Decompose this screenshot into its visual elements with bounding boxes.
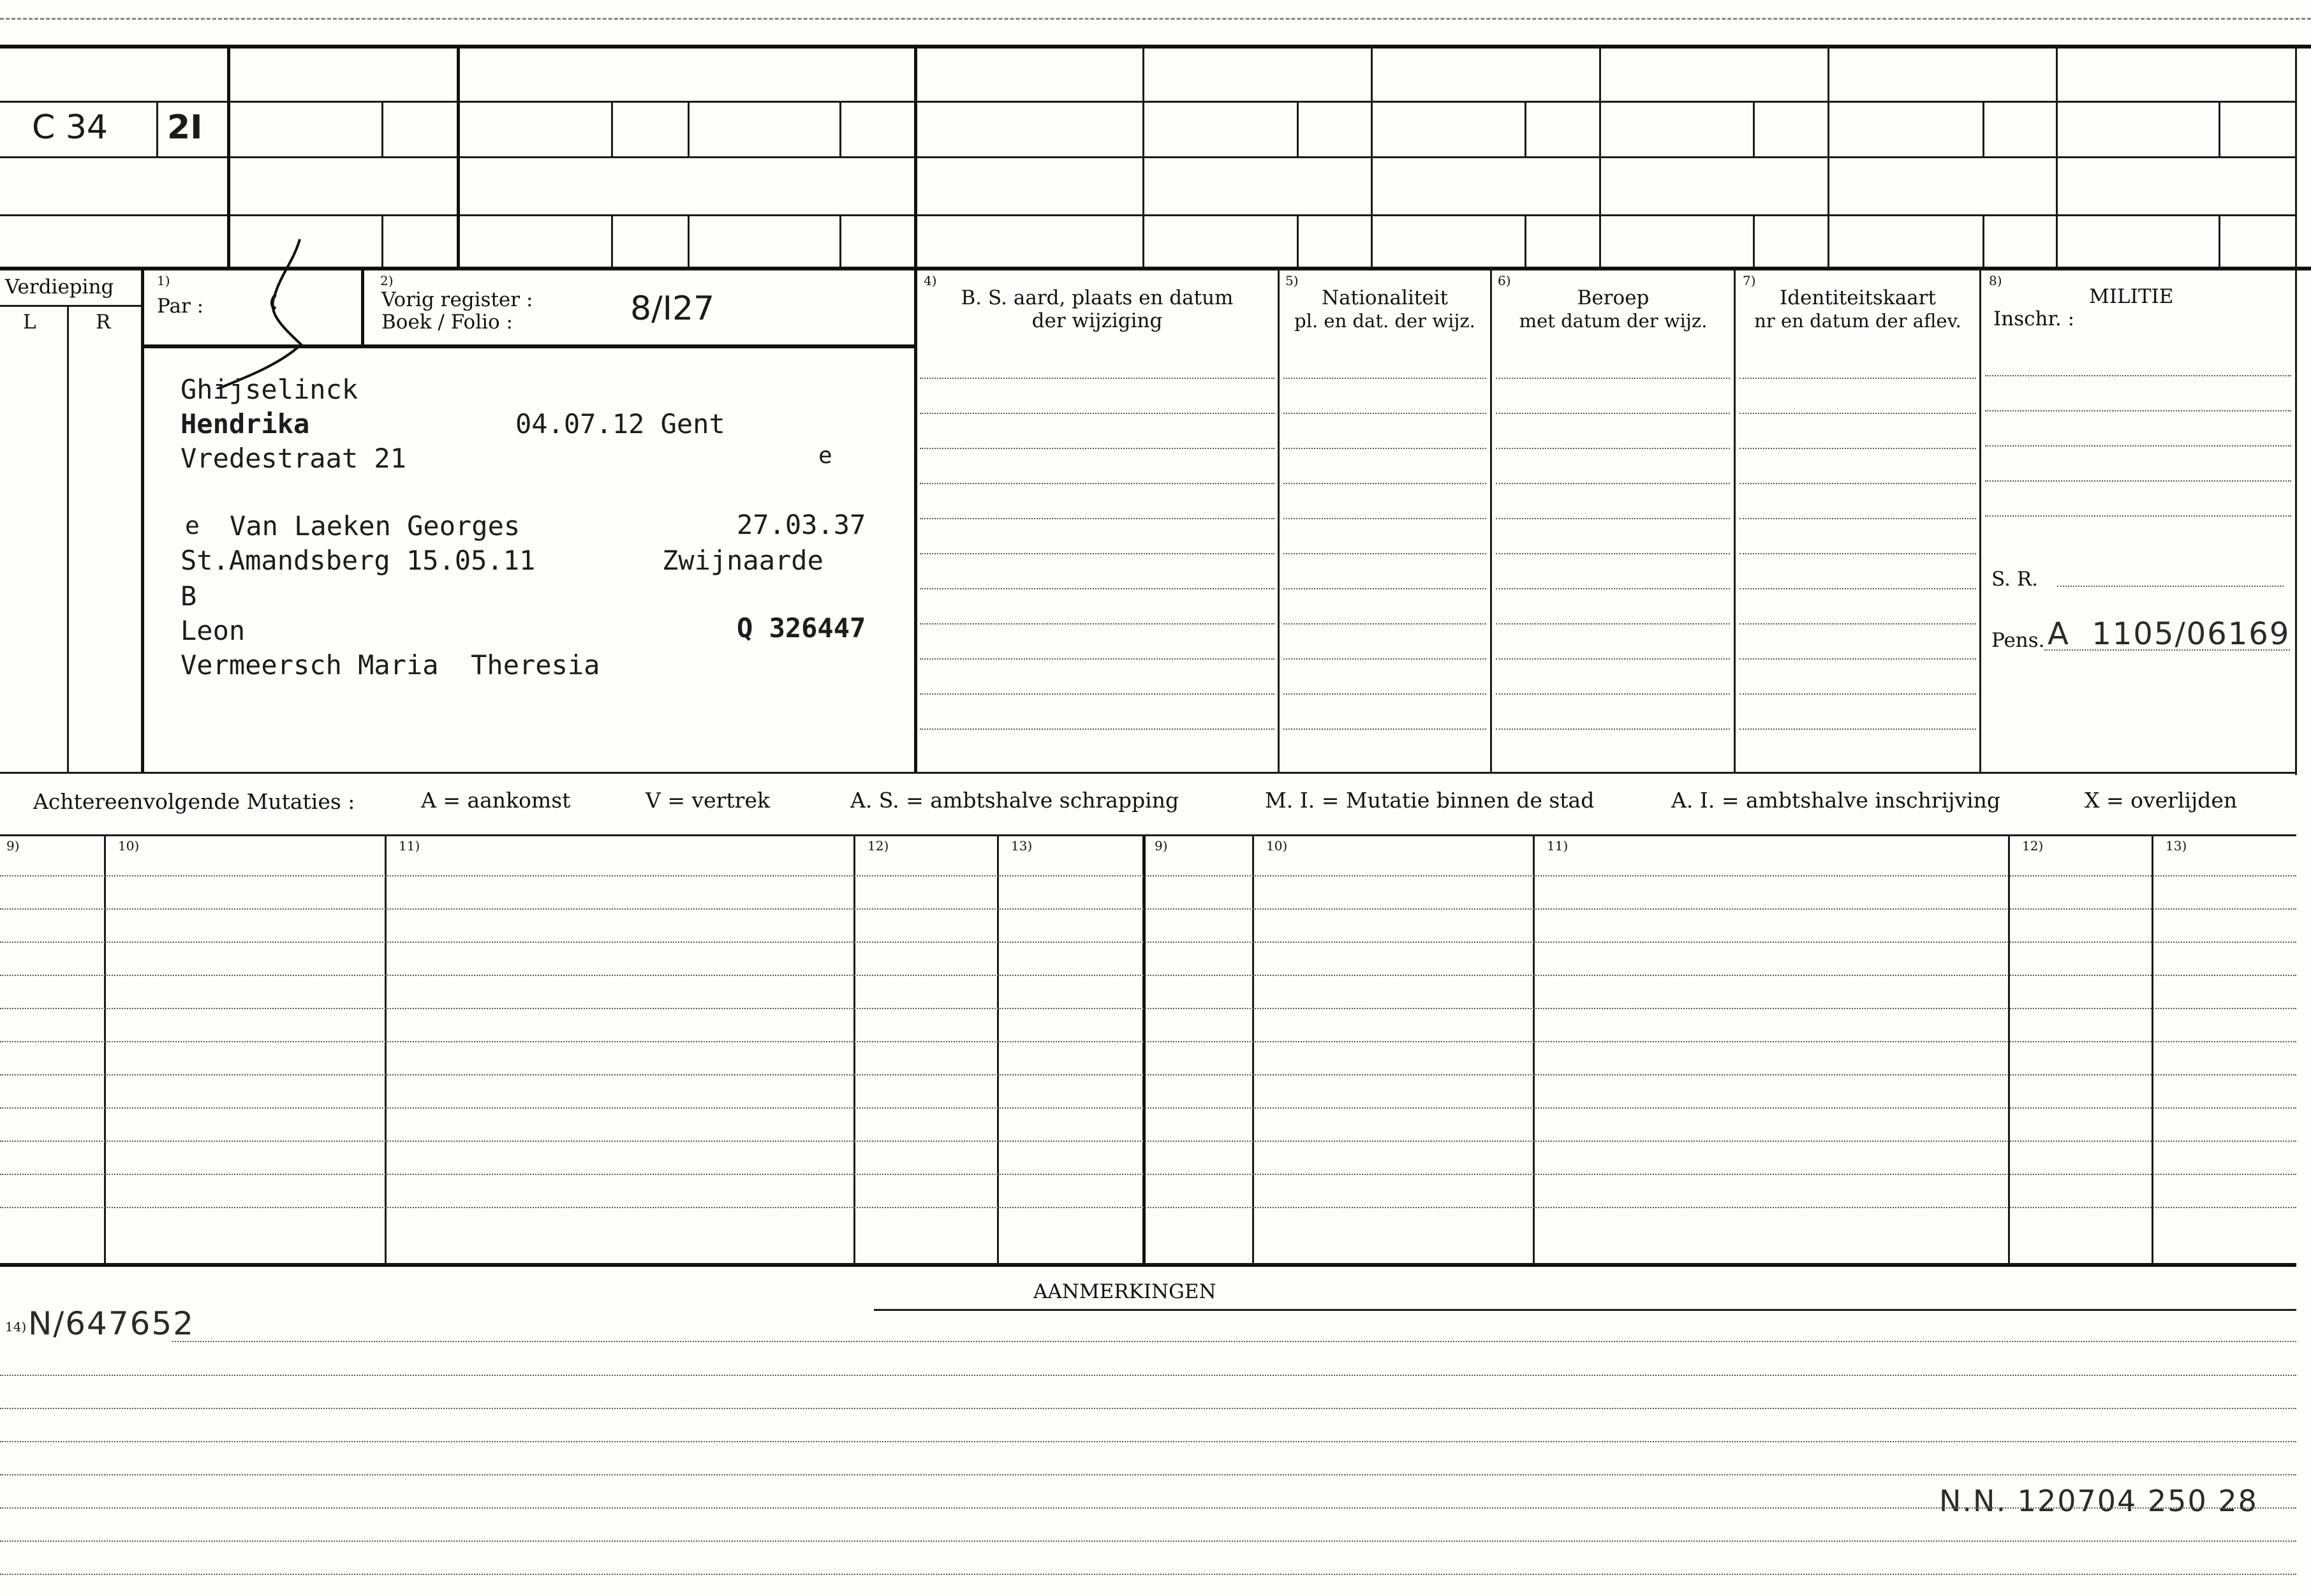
rule — [2295, 268, 2297, 775]
dotted-rule — [0, 1541, 2296, 1542]
dotted-rule — [1985, 375, 2291, 376]
birth-date-place: 04.07.12 Gent — [515, 408, 725, 440]
dotted-rule — [1496, 378, 1730, 379]
boek-folio-value: 8/I27 — [630, 290, 715, 328]
dotted-rule — [1283, 448, 1486, 449]
dotted-rule — [1283, 378, 1486, 379]
par-label: Par : — [157, 295, 204, 318]
marriage-date: 27.03.37 — [737, 509, 866, 540]
rule — [874, 1309, 2296, 1311]
dotted-rule — [1739, 728, 1976, 730]
pens-line — [2044, 649, 2290, 651]
rule — [1297, 101, 1299, 157]
dotted-rule — [920, 413, 1274, 414]
inschr-label: Inschr. : — [1993, 307, 2075, 330]
bs-header-line2: der wijziging — [1031, 309, 1163, 332]
rule — [1371, 46, 1373, 268]
field-number-4: 4) — [924, 273, 937, 288]
rule — [1490, 268, 1492, 772]
rule — [1979, 268, 1981, 772]
dotted-rule — [0, 975, 2296, 976]
dotted-rule — [1283, 728, 1486, 730]
mut-col-12: 12) — [868, 838, 889, 853]
aanmerkingen-number: 14) — [5, 1319, 27, 1334]
dotted-rule — [1985, 515, 2291, 517]
verdieping-label: Verdieping — [5, 276, 114, 299]
dotted-rule — [1985, 480, 2291, 482]
surname: Ghijselinck — [181, 374, 358, 405]
dotted-rule — [920, 588, 1274, 589]
dotted-rule — [920, 378, 1274, 379]
mut-col-10: 10) — [118, 838, 140, 853]
legend-mutatie-binnen: M. I. = Mutatie binnen de stad — [1265, 788, 1595, 813]
beroep-line1: Beroep — [1577, 286, 1650, 309]
beroep-header — [1491, 286, 1735, 332]
nationaliteit-line2: pl. en dat. der wijz. — [1294, 310, 1475, 332]
rule — [381, 101, 383, 157]
dotted-rule — [1496, 658, 1730, 660]
dotted-rule — [0, 1574, 2296, 1575]
dotted-rule — [1283, 553, 1486, 554]
rule — [1599, 46, 1601, 268]
rule — [1142, 836, 1146, 1263]
sr-label: S. R. — [1991, 568, 2039, 591]
mut-col-9: 9) — [6, 838, 20, 853]
mut-col-11: 11) — [399, 838, 420, 853]
mut-col-13: 13) — [1011, 838, 1033, 853]
identiteitskaart-line1: Identiteitskaart — [1780, 286, 1936, 309]
dotted-rule — [0, 1041, 2296, 1042]
rule — [2219, 101, 2220, 157]
dotted-rule — [0, 1008, 2296, 1009]
rule — [611, 101, 613, 157]
nationaliteit-header — [1279, 286, 1491, 332]
rule — [361, 268, 364, 346]
rule — [1753, 101, 1755, 157]
dotted-rule — [1496, 518, 1730, 519]
rule — [0, 156, 2296, 158]
rule — [2219, 214, 2220, 267]
dotted-rule — [1985, 410, 2291, 411]
mut-col-9b: 9) — [1155, 838, 1168, 853]
dotted-rule — [0, 1375, 2296, 1376]
code-b: B — [181, 580, 197, 612]
dotted-rule — [1496, 728, 1730, 730]
dotted-rule — [0, 1174, 2296, 1175]
dotted-rule — [172, 1341, 2296, 1342]
dotted-rule — [0, 908, 2296, 910]
dotted-rule — [1739, 413, 1976, 414]
identiteitskaart-header — [1735, 286, 1981, 332]
dotted-rule — [1283, 518, 1486, 519]
l-label: L — [23, 311, 36, 334]
dotted-rule — [920, 448, 1274, 449]
dotted-rule — [1496, 588, 1730, 589]
rule — [688, 101, 690, 157]
sr-line — [2057, 586, 2284, 587]
dotted-rule — [1739, 693, 1976, 695]
rule — [1252, 836, 1254, 1263]
beroep-line2: met datum der wijz. — [1519, 310, 1708, 332]
field-number-5: 5) — [1285, 273, 1299, 288]
dotted-rule — [920, 658, 1274, 660]
dotted-rule — [1496, 693, 1730, 695]
rule — [839, 101, 841, 157]
field-number-6: 6) — [1498, 273, 1511, 288]
rule — [1278, 268, 1280, 772]
rule — [227, 46, 230, 268]
dotted-rule — [1283, 693, 1486, 695]
dotted-rule — [1283, 658, 1486, 660]
dotted-rule — [1739, 483, 1976, 484]
rule — [0, 267, 2311, 270]
rule — [914, 268, 917, 772]
dotted-rule — [1739, 658, 1976, 660]
field-number-8: 8) — [1989, 273, 2002, 288]
pens-label: Pens. — [1991, 629, 2045, 652]
dotted-rule — [0, 1441, 2296, 1442]
rule — [2152, 836, 2153, 1263]
dotted-rule — [1739, 588, 1976, 589]
rule — [141, 268, 144, 772]
rule — [1533, 836, 1535, 1263]
dotted-rule — [1283, 483, 1486, 484]
legend-ambtshalve-inschrijving: A. I. = ambtshalve inschrijving — [1671, 788, 2001, 813]
rule — [1525, 214, 1526, 267]
dotted-rule — [0, 1474, 2296, 1475]
scan-edge — [0, 18, 2311, 20]
rule — [1297, 214, 1299, 267]
dotted-rule — [1496, 623, 1730, 624]
rule — [1734, 268, 1736, 772]
mut-col-13b: 13) — [2166, 838, 2187, 853]
dotted-rule — [0, 1107, 2296, 1109]
rule — [0, 305, 143, 307]
mother: Vermeersch Maria Theresia — [181, 649, 600, 681]
dotted-rule — [1283, 623, 1486, 624]
e-mark: e — [818, 443, 832, 469]
spouse-birth: St.Amandsberg 15.05.11 — [181, 545, 536, 576]
bs-header — [919, 286, 1276, 332]
rule — [1525, 101, 1526, 157]
dotted-rule — [0, 1141, 2296, 1142]
rule — [1142, 46, 1144, 268]
dotted-rule — [1739, 448, 1976, 449]
mutaties-title: Achtereenvolgende Mutaties : — [33, 789, 355, 814]
dotted-rule — [1739, 553, 1976, 554]
rule — [0, 1263, 2296, 1267]
legend-ambtshalve-schrapping: A. S. = ambtshalve schrapping — [850, 788, 1179, 813]
rule — [381, 214, 383, 267]
r-label: R — [96, 311, 111, 334]
dotted-rule — [0, 1207, 2296, 1208]
mut-col-12b: 12) — [2022, 838, 2044, 853]
dotted-rule — [920, 693, 1274, 695]
legend-vertrek: V = vertrek — [646, 788, 770, 813]
rule — [0, 45, 2311, 48]
dotted-rule — [0, 1507, 2296, 1509]
dotted-rule — [920, 553, 1274, 554]
firstname: Hendrika — [181, 408, 310, 440]
father: Leon — [181, 615, 246, 646]
dotted-rule — [920, 728, 1274, 730]
legend-overlijden: X = overlijden — [2085, 788, 2238, 813]
rule — [385, 836, 387, 1263]
dotted-rule — [1739, 378, 1976, 379]
rule — [914, 46, 917, 268]
rule — [67, 305, 69, 772]
dotted-rule — [1496, 448, 1730, 449]
militie-label: MILITIE — [2089, 285, 2174, 308]
address: Vredestraat 21 — [181, 443, 407, 474]
field-number-2: 2) — [380, 273, 394, 288]
vorig-register-label: Vorig register : — [381, 288, 533, 311]
rule — [611, 214, 613, 267]
pen-stroke-mark — [204, 236, 319, 389]
rule — [688, 214, 690, 267]
identiteitskaart-line2: nr en datum der aflev. — [1754, 310, 1961, 332]
rule — [0, 834, 2296, 836]
rule — [1753, 214, 1755, 267]
dotted-rule — [1739, 623, 1976, 624]
dotted-rule — [1739, 518, 1976, 519]
id-number: Q 326447 — [737, 612, 866, 644]
pens-value: A 1105/06169 — [2048, 616, 2291, 652]
dotted-rule — [920, 483, 1274, 484]
rule — [1982, 101, 1984, 157]
dotted-rule — [0, 875, 2296, 876]
marriage-place: Zwijnaarde — [662, 545, 823, 576]
aanmerkingen-title: AANMERKINGEN — [1033, 1280, 1216, 1303]
bs-header-line1: B. S. aard, plaats en datum — [961, 286, 1234, 309]
legend-aankomst: A = aankomst — [421, 788, 571, 813]
rule — [2295, 46, 2297, 268]
rule — [853, 836, 855, 1263]
mut-col-10b: 10) — [1266, 838, 1288, 853]
rule — [0, 214, 2296, 216]
dotted-rule — [920, 623, 1274, 624]
field-number-1: 1) — [157, 273, 170, 288]
rule — [457, 46, 460, 268]
dotted-rule — [920, 518, 1274, 519]
aanmerkingen-entry: N/647652 — [28, 1305, 195, 1342]
mut-col-11b: 11) — [1547, 838, 1569, 853]
spouse-prefix: e — [185, 512, 200, 540]
dotted-rule — [1496, 553, 1730, 554]
archive-number: N.N. 120704 250 28 — [1939, 1484, 2258, 1518]
dotted-rule — [1283, 413, 1486, 414]
dotted-rule — [1496, 483, 1730, 484]
rule — [997, 836, 999, 1263]
rule — [1827, 46, 1829, 268]
spouse-name: Van Laeken Georges — [230, 510, 521, 542]
rule — [156, 101, 158, 157]
top-cell-1: C 34 — [32, 108, 108, 147]
dotted-rule — [1283, 588, 1486, 589]
boek-folio-label: Boek / Folio : — [381, 311, 513, 334]
rule — [0, 101, 2296, 103]
rule — [2008, 836, 2010, 1263]
rule — [1982, 214, 1984, 267]
rule — [0, 772, 2296, 774]
rule — [104, 836, 106, 1263]
dotted-rule — [0, 942, 2296, 943]
rule — [2056, 46, 2058, 268]
rule — [839, 214, 841, 267]
dotted-rule — [0, 1074, 2296, 1075]
field-number-7: 7) — [1743, 273, 1756, 288]
top-cell-2: 2I — [167, 108, 203, 147]
dotted-rule — [1496, 413, 1730, 414]
dotted-rule — [1985, 445, 2291, 447]
dotted-rule — [0, 1408, 2296, 1409]
nationaliteit-line1: Nationaliteit — [1321, 286, 1449, 309]
